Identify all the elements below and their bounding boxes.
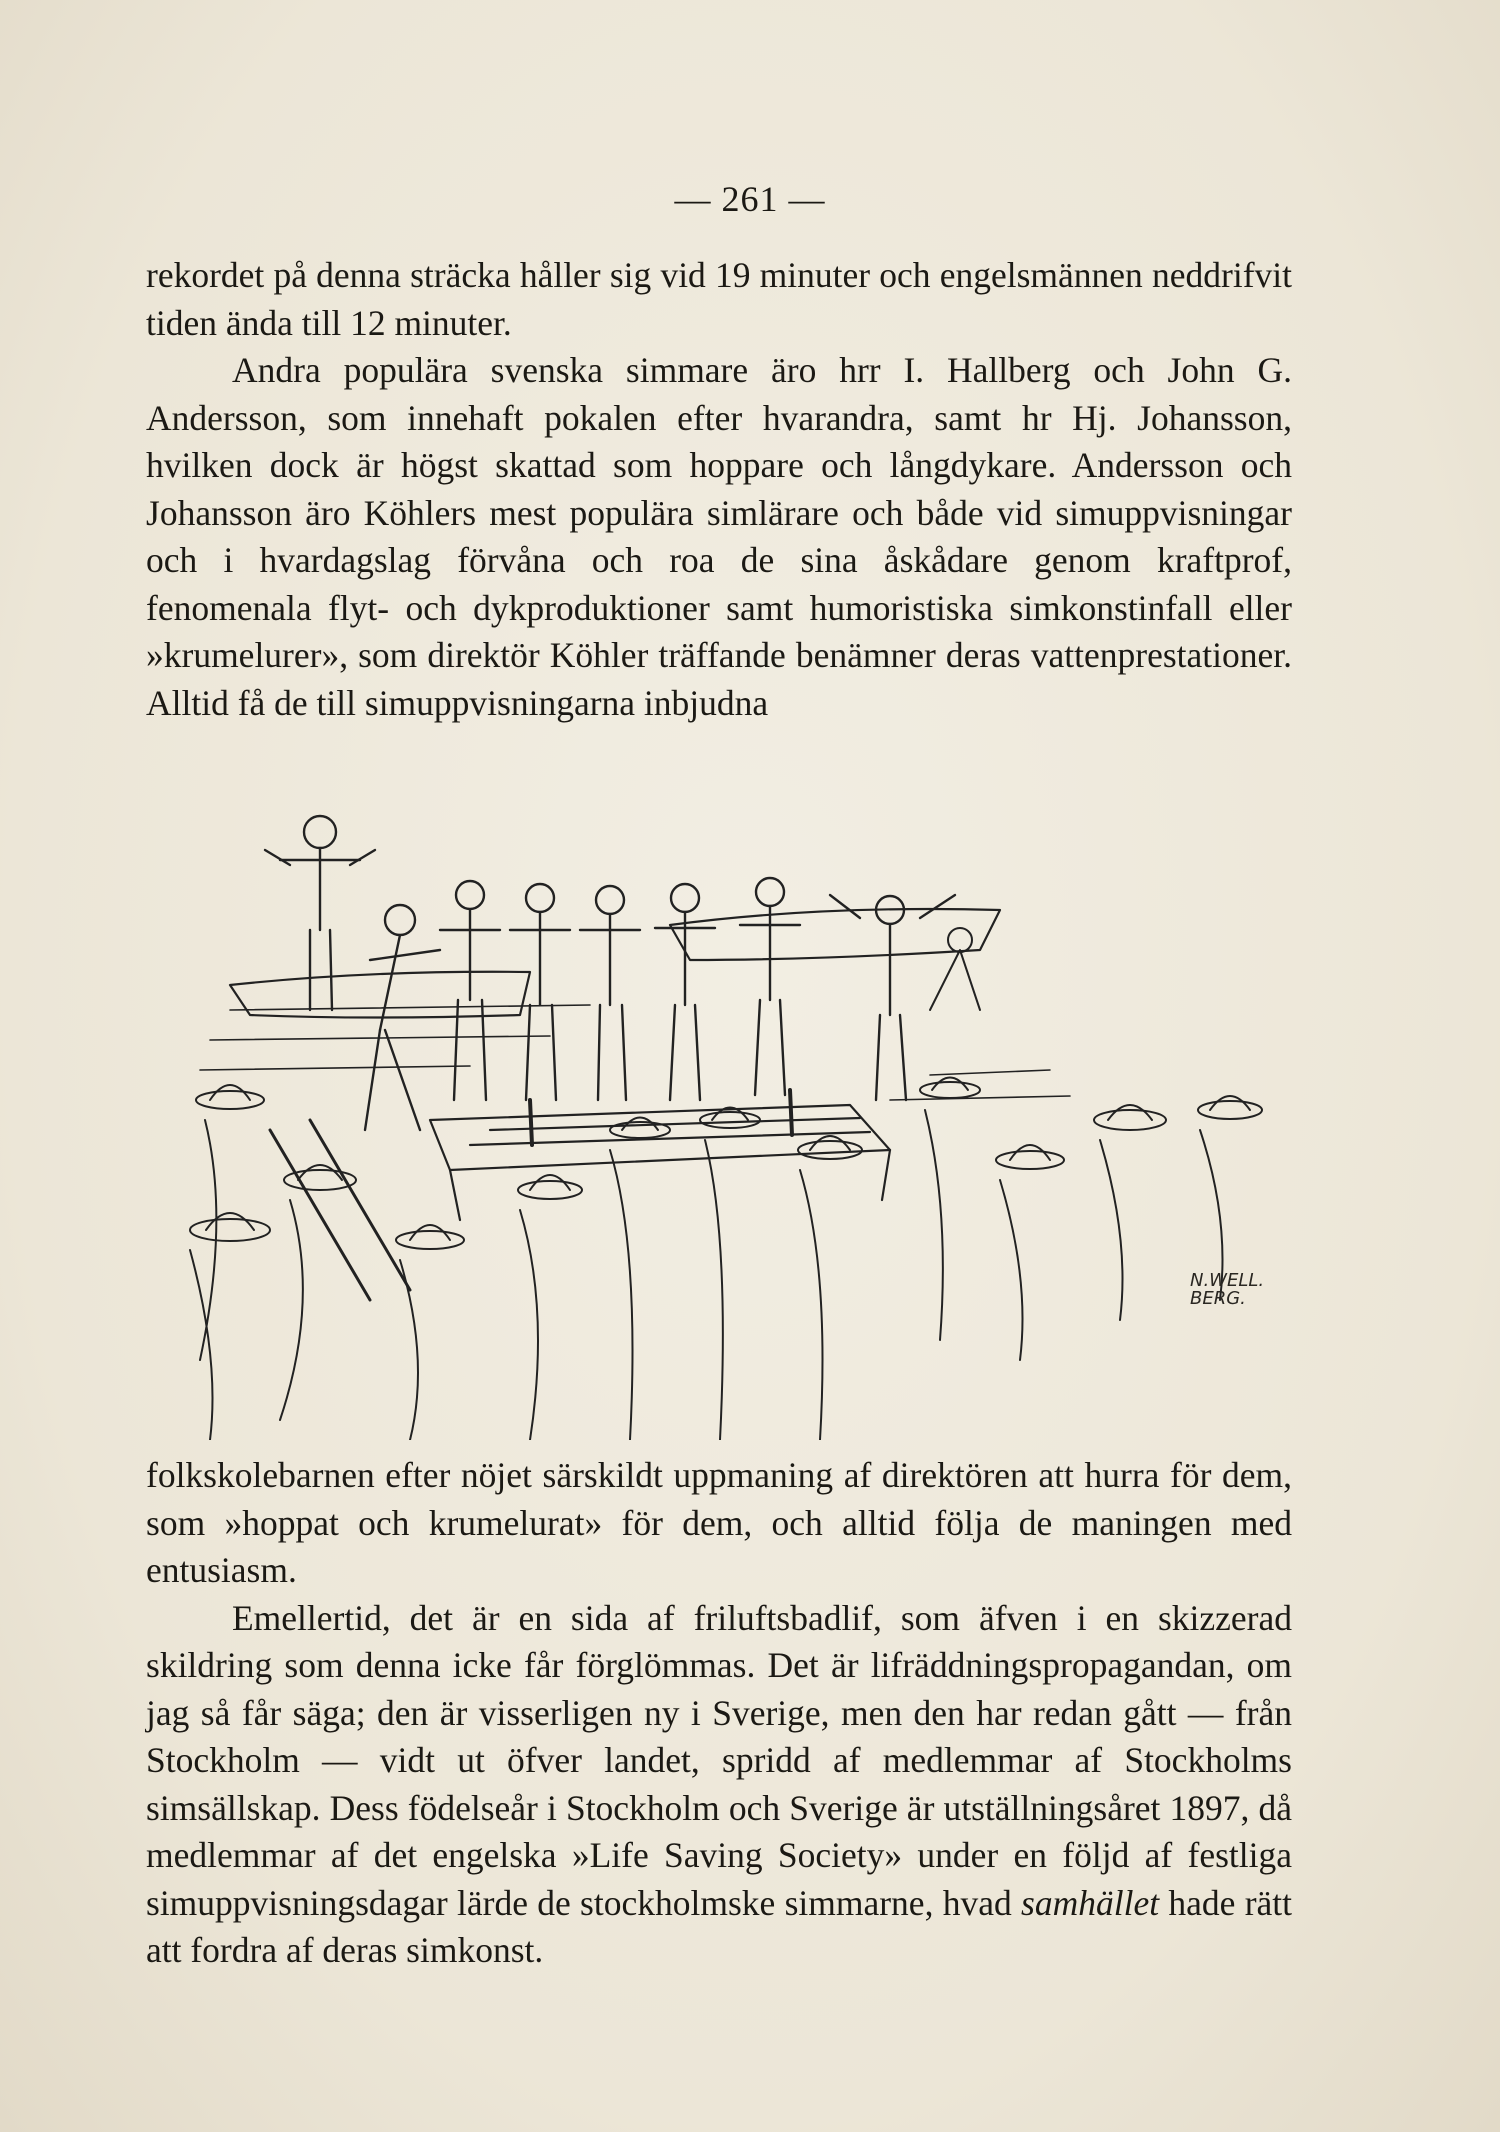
swimmers-illustration: [170, 800, 1320, 1440]
swimmer-figures: [265, 816, 955, 1130]
boat-left: [230, 972, 530, 1018]
paragraph: Andra populära svenska simmare äro hrr I. Hallberg och John G. Andersson, som innehaft pokalen efter hvarandra, samt hr Hj. Johansson, hvilken dock är högst skattad som hoppare och långdykare. Andersson och Johansson äro Köhlers mest populära simlärare och både vid simuppvisningar och i hvardagslag förvåna och roa de sina åskådare genom kraftprof, fenomenala flyt- och dykproduktioner samt humoristiska simkonstinfall eller »krumelurer», som direktör Köhler träffande benämner deras vattenprestationer. Alltid få de till simuppvisningarna inbjudna: [146, 350, 1292, 723]
italic-word: samhället: [1021, 1882, 1160, 1923]
paragraph: rekordet på denna sträcka håller sig vid 19 minuter och engelsmännen neddrifvit tiden ända till 12 minuter.: [146, 255, 1292, 343]
water-lines: [200, 1005, 1070, 1100]
paragraph: folkskolebarnen efter nöjet särskildt uppmaning af direktören att hurra för dem, som »hoppat och krumelurat» för dem, och alltid följa de maningen med entusiasm.: [146, 1455, 1292, 1590]
page-number: — 261 —: [674, 179, 826, 219]
paragraph: Emellertid, det är en sida af friluftsbadlif, som äfven i en skizzerad skildring som denna icke får förglömmas. Det är lifräddningspropagandan, om jag så får säga; den är visserligen ny i Sverige, men den har redan gått — från Stockholm — vidt ut öfver landet, spridd af medlemmar af Stockholms simsällskap. Dess födelseår i Stockholm och Sverige är utställningsåret 1897, då medlemmar af det engelska »Life Saving Society» under en följd af festliga simuppvisningsdagar lärde de stockholmske simmarne, hvad samhället hade rätt att fordra af deras simkonst.: [146, 1597, 1293, 1970]
text-block-top: [146, 252, 1292, 727]
artist-signature: N.WELL. BERG.: [1190, 1270, 1265, 1309]
boat-right: [670, 909, 1000, 960]
spectator-crowd: [190, 928, 1265, 1440]
pier-platform: [270, 1090, 890, 1300]
text-block-bottom: [146, 1452, 1292, 1975]
